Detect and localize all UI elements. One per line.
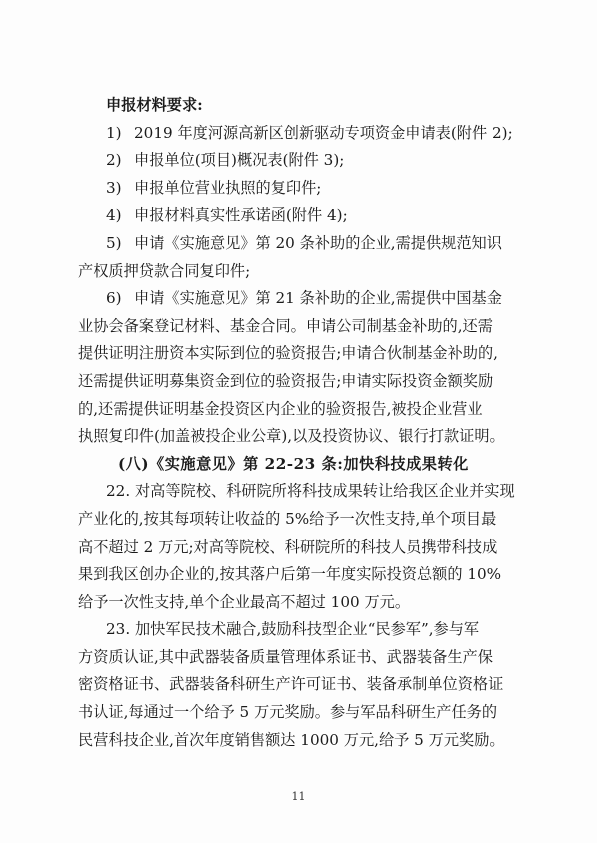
item-text: 申请《实施意见》第 20 条补助的企业,需提供规范知识 [134, 233, 502, 252]
item-continuation: 产权质押贷款合同复印件; [78, 261, 251, 280]
document-body [78, 84, 522, 754]
item-text: 申报单位(项目)概况表(附件 3); [134, 151, 345, 170]
paragraph-line: 果到我区创办企业的,按其落户后第一年度实际投资总额的 10% [78, 565, 502, 584]
item-continuation: 的,还需提供证明基金投资区内企业的验资报告,被投企业营业 [78, 399, 483, 418]
list-item [78, 175, 522, 203]
list-item [78, 285, 522, 313]
item-number: 1) [106, 123, 122, 142]
item-text: 2019 年度河源高新区创新驱动专项资金申请表(附件 2); [134, 123, 513, 142]
paragraph-line: 产业化的,按其每项转让收益的 5%给予一次性支持,单个项目最 [78, 509, 497, 528]
item-continuation: 提供证明注册资本实际到位的验资报告;申请合伙制基金补助的, [78, 344, 499, 363]
item-text: 申报单位营业执照的复印件; [134, 178, 322, 197]
item-number: 3) [106, 178, 122, 197]
section-title: (八)《实施意见》第 22-23 条:加快科技成果转化 [118, 454, 469, 473]
materials-heading: 申报材料要求: [106, 96, 203, 114]
item-number: 2) [106, 151, 122, 170]
list-item [78, 230, 522, 258]
paragraph-line: 给予一次性支持,单个企业最高不超过 100 万元。 [78, 592, 411, 611]
paragraph-line: 民营科技企业,首次年度销售额达 1000 万元,给予 5 万元奖励。 [78, 730, 505, 749]
paragraph-line: 书认证,每通过一个给予 5 万元奖励。参与军品科研生产任务的 [78, 703, 498, 722]
item-continuation: 业协会备案登记材料、基金合同。申请公司制基金补助的,还需 [78, 316, 493, 335]
paragraph-line: 22. 对高等院校、科研院所将科技成果转让给我区企业并实现 [106, 482, 515, 501]
paragraph-line: 高不超过 2 万元;对高等院校、科研院所的科技人员携带科技成 [78, 537, 498, 556]
paragraph-line: 方资质认证,其中武器装备质量管理体系证书、武器装备生产保 [78, 647, 493, 666]
list-item [78, 147, 522, 175]
item-continuation: 还需提供证明募集资金到位的验资报告;申请实际投资金额奖励 [78, 371, 494, 390]
item-text: 申报材料真实性承诺函(附件 4); [134, 206, 348, 225]
list-item [78, 202, 522, 230]
list-item [78, 120, 522, 148]
item-number: 6) [106, 289, 122, 308]
item-text: 申请《实施意见》第 21 条补助的企业,需提供中国基金 [134, 289, 502, 308]
paragraph-line: 密资格证书、武器装备科研生产许可证书、装备承制单位资格证 [78, 675, 504, 694]
page-number: 11 [291, 790, 306, 803]
item-number: 5) [106, 233, 122, 252]
paragraph-line: 23. 加快军民技术融合,鼓励科技型企业“民参军”,参与军 [106, 620, 480, 639]
item-number: 4) [106, 206, 122, 225]
item-continuation: 执照复印件(加盖被投企业公章),以及投资协议、银行打款证明。 [78, 427, 505, 446]
